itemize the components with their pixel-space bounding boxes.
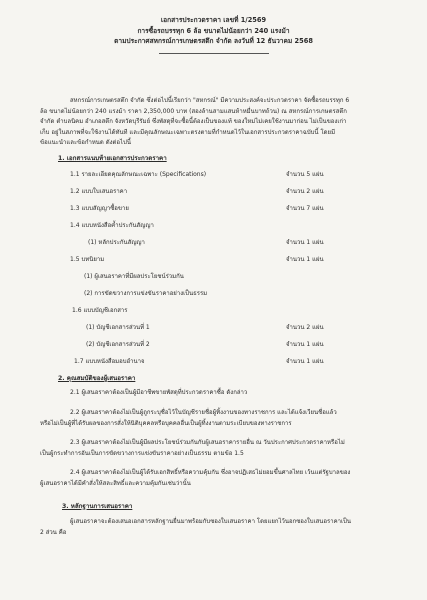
clause-2-3 xyxy=(40,438,395,459)
clause-line: 2 ส่วน คือ xyxy=(40,528,67,536)
clause-line: เป็นผู้กระทำการอันเป็นการขัดขวางการแข่งขันราคาอย่างเป็นธรรม ตามข้อ 1.5 xyxy=(40,449,244,457)
list-item: (1) ผู้เสนอราคาที่มีผลประโยชน์ร่วมกัน xyxy=(84,273,184,280)
clause-2-2 xyxy=(40,408,395,429)
intro-line: จำกัด ตำบลนิคม อำเภอสตึก จังหวัดบุรีรัมย์ ซึ่งพัสดุที่จะซื้อนี้ต้องเป็นของแท้ ของใหม่ไม่เคยใช้งานมาก่อน ไม่เป็นของเก่า xyxy=(40,118,347,125)
item-quantity: จำนวน 2 แผ่น xyxy=(286,188,324,195)
list-item: 1.5 บทนิยาม xyxy=(70,256,105,263)
item-quantity: จำนวน 5 แผ่น xyxy=(286,171,324,178)
item-quantity: จำนวน 1 แผ่น xyxy=(286,341,324,348)
clause-line: 2.4 ผู้เสนอราคาต้องไม่เป็นผู้ได้รับเอกสิทธิ์หรือความคุ้มกัน ซึ่งอาจปฏิเสธไม่ยอมขึ้นศาลไทย เว้นแต่รัฐบาลของ xyxy=(70,469,351,476)
intro-line: ข้อแนะนำและข้อกำหนด ดังต่อไปนี้ xyxy=(40,139,131,146)
header-title: เอกสารประกวดราคา เลขที่ 1/2569 xyxy=(160,16,267,24)
intro-line: เก็บ อยู่ในสภาพที่จะใช้งานได้ทันที และมีคุณลักษณะเฉพาะตรงตามที่กำหนดไว้ในเอกสารประกวดราคาฉบับนี้ โดยมี xyxy=(40,128,336,136)
intro-line: สหกรณ์การเกษตรสตึก จำกัด ซึ่งต่อไปนี้เรียกว่า "สหกรณ์" มีความประสงค์จะประกวดราคา จัดซื้อรถบรรทุก 6 xyxy=(70,97,350,104)
list-item: 1.3 แบบสัญญาซื้อขาย xyxy=(70,205,129,212)
list-item: 1.1 รายละเอียดคุณลักษณะเฉพาะ (Specifications) xyxy=(70,171,207,178)
intro-paragraph xyxy=(40,96,392,149)
header-divider xyxy=(159,53,269,54)
list-item: 1.6 แบบบัญชีเอกสาร xyxy=(72,307,128,314)
clause-line: ผู้เสนอราคาจะต้องเสนอเอกสารหลักฐานยื่นมาพร้อมกับซองใบเสนอราคา โดยแยกไว้นอกซองใบเสนอราคาเป็น xyxy=(70,518,351,525)
clause-line: 2.2 ผู้เสนอราคาต้องไม่เป็นผู้ถูกระบุชื่อไว้ในบัญชีรายชื่อผู้ทิ้งงานของทางราชการ และได้แจ้งเวียนชื่อแล้ว xyxy=(70,409,337,416)
item-quantity: จำนวน 1 แผ่น xyxy=(286,358,324,365)
header-subject: การซื้อรถบรรทุก 6 ล้อ ขนาดไม่น้อยกว่า 240 แรงม้า xyxy=(137,26,290,35)
clause-line: 2.3 ผู้เสนอราคาต้องไม่เป็นผู้มีผลประโยชน์ร่วมกันกับผู้เสนอราคารายอื่น ณ วันประกาศประกวดราคาหรือไม่ xyxy=(70,439,345,446)
list-item: (1) หลักประกันสัญญา xyxy=(88,239,145,246)
item-quantity: จำนวน 1 แผ่น xyxy=(286,256,324,263)
section-3-title: 3. หลักฐานการเสนอราคา xyxy=(62,503,133,510)
section-3-paragraph xyxy=(40,517,395,538)
clause-line: ผู้เสนอราคาได้มีคำสั่งให้สละสิทธิ์และความคุ้มกันเช่นว่านั้น xyxy=(40,479,191,487)
clause-line: หรือไม่เป็นผู้ที่ได้รับผลของการสั่งให้นิติบุคคลหรือบุคคลอื่นเป็นผู้ทิ้งงานตามระเบียบของทางราชการ xyxy=(40,419,292,427)
list-item: 1.4 แบบหนังสือค้ำประกันสัญญา xyxy=(70,222,154,229)
list-item: (1) บัญชีเอกสารส่วนที่ 1 xyxy=(86,324,150,331)
section-2-title: 2. คุณสมบัติของผู้เสนอราคา xyxy=(58,375,136,382)
clause-line: 2.1 ผู้เสนอราคาต้องเป็นผู้มีอาชีพขายพัสดุที่ประกวดราคาซื้อ ดังกล่าว xyxy=(70,389,248,396)
intro-line: ล้อ ขนาดไม่น้อยกว่า 240 แรงม้า ราคา 2,350,000 บาท (สองล้านสามแสนห้าหมื่นบาทถ้วน) ณ สหกรณ์การเกษตรสตึก xyxy=(40,107,347,115)
clause-2-4 xyxy=(40,468,395,489)
list-item: 1.2 แบบใบเสนอราคา xyxy=(70,188,128,195)
document-header xyxy=(0,0,427,54)
item-quantity: จำนวน 2 แผ่น xyxy=(286,324,324,331)
list-item: 1.7 แบบหนังสือมอบอำนาจ xyxy=(74,358,145,365)
list-item: (2) บัญชีเอกสารส่วนที่ 2 xyxy=(86,341,150,348)
section-1-title: 1. เอกสารแนบท้ายเอกสารประกวดราคา xyxy=(58,155,167,162)
item-quantity: จำนวน 1 แผ่น xyxy=(286,239,324,246)
header-reference: ตามประกาศสหกรณ์การเกษตรสตึก จำกัด ลงวันที่ 12 ธันวาคม 2568 xyxy=(114,37,313,45)
item-quantity: จำนวน 7 แผ่น xyxy=(286,205,324,212)
clause-2-1 xyxy=(70,388,400,399)
list-item: (2) การขัดขวางการแข่งขันราคาอย่างเป็นธรรม xyxy=(84,290,208,297)
